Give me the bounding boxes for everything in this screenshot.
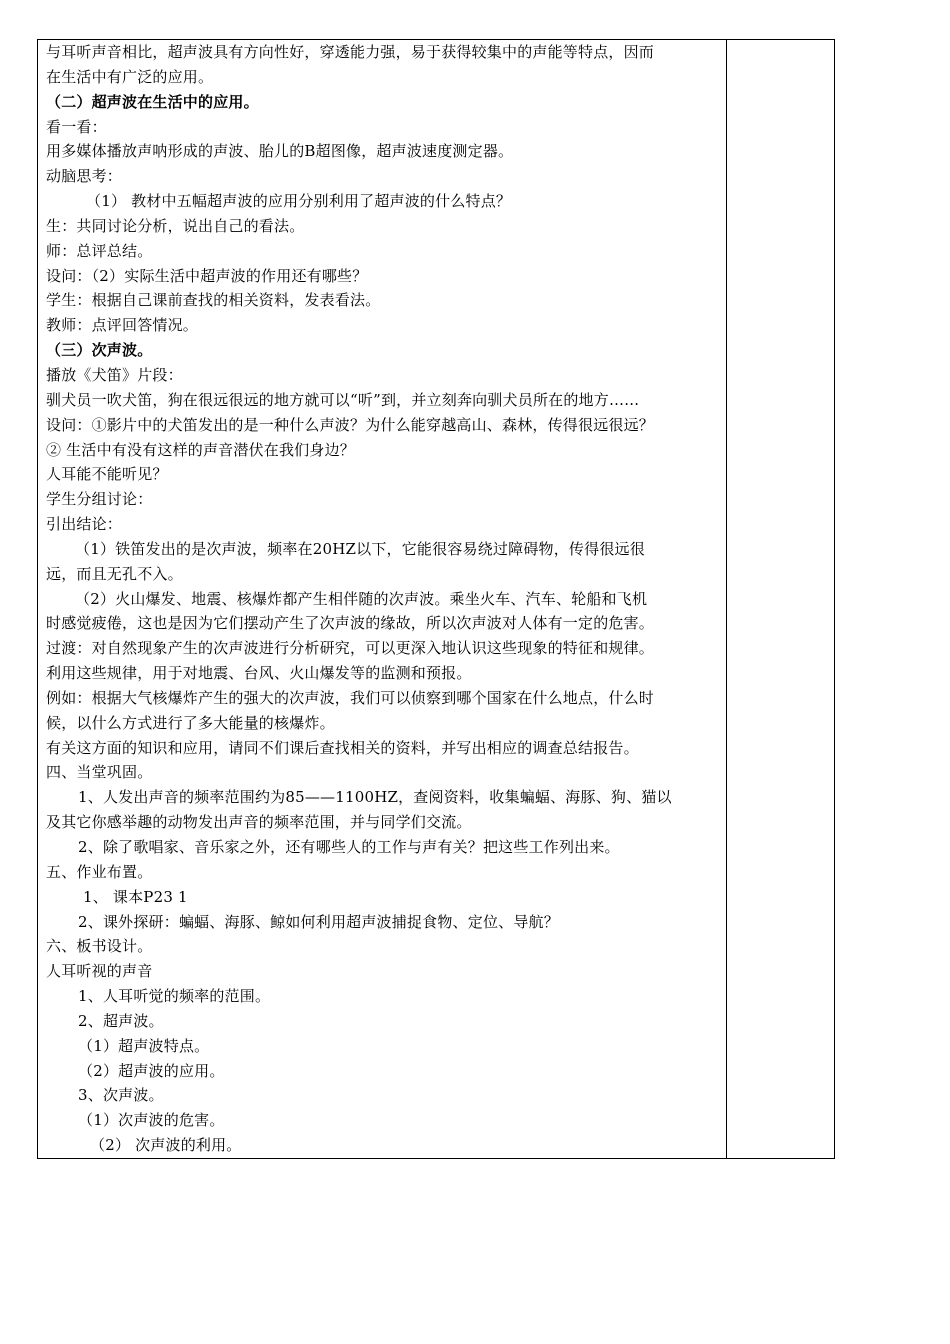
- section-heading-ultrasound-applications: （二）超声波在生活中的应用。: [46, 92, 259, 111]
- text-line: 1、 课本P23 1: [83, 887, 188, 906]
- text-line: 时感觉疲倦，这也是因为它们摆动产生了次声波的缘故，所以次声波对人体有一定的危害。: [46, 614, 655, 633]
- text-line: （1）铁笛发出的是次声波，频率在20HZ以下，它能很容易绕过障碍物，传得很远很: [75, 539, 645, 558]
- text-line: 动脑思考：: [46, 167, 123, 186]
- text-line: 教师：点评回答情况。: [46, 316, 199, 335]
- text-line: 人耳听视的声音: [46, 962, 153, 981]
- text-line: 2、超声波。: [78, 1011, 164, 1030]
- lesson-content: [46, 40, 722, 1158]
- text-line: （2）火山爆发、地震、核爆炸都产生相伴随的次声波。乘坐火车、汽车、轮船和飞机: [75, 589, 648, 608]
- text-line: 设问：（2）实际生活中超声波的作用还有哪些？: [46, 266, 368, 285]
- text-line: ② 生活中有没有这样的声音潜伏在我们身边？: [46, 440, 355, 459]
- text-line: （1）次声波的危害。: [78, 1111, 225, 1130]
- text-line: 与耳听声音相比，超声波具有方向性好，穿透能力强，易于获得较集中的声能等特点，因而: [46, 43, 655, 61]
- text-line: 看一看：: [46, 117, 107, 136]
- text-line: （1） 教材中五幅超声波的应用分别利用了超声波的什么特点？: [86, 192, 512, 211]
- text-line: 1、人发出声音的频率范围约为85——1100HZ，查阅资料，收集蝙蝠、海豚、狗、猫以: [78, 788, 672, 807]
- text-line: 在生活中有广泛的应用。: [46, 67, 214, 86]
- text-line: 人耳能不能听见？: [46, 465, 168, 484]
- text-line: 过渡：对自然现象产生的次声波进行分析研究，可以更深入地认识这些现象的特征和规律。: [46, 639, 655, 658]
- text-line: 播放《犬笛》片段：: [46, 365, 183, 384]
- text-line: 2、课外探研：蝙蝠、海豚、鲸如何利用超声波捕捉食物、定位、导航？: [78, 912, 559, 931]
- lesson-table: [37, 39, 835, 1159]
- section-heading-consolidation: 四、当堂巩固。: [46, 763, 153, 782]
- text-line: （2）超声波的应用。: [78, 1061, 225, 1080]
- text-line: 学生分组讨论：: [46, 490, 153, 509]
- text-line: 有关这方面的知识和应用，请同不们课后查找相关的资料，并写出相应的调查总结报告。: [46, 738, 639, 757]
- text-line: 候，以什么方式进行了多大能量的核爆炸。: [46, 713, 335, 732]
- section-heading-homework: 五、作业布置。: [46, 862, 153, 881]
- text-line: 设问：①影片中的犬笛发出的是一种什么声波？为什么能穿越高山、森林，传得很远很远？: [46, 415, 655, 434]
- text-line: 用多媒体播放声呐形成的声波、胎儿的B超图像，超声波速度测定器。: [46, 142, 514, 161]
- text-line: 2、除了歌唱家、音乐家之外，还有哪些人的工作与声有关？把这些工作列出来。: [78, 838, 620, 856]
- text-line: 师：总评总结。: [46, 241, 153, 260]
- column-divider: [726, 40, 727, 1158]
- text-line: 学生：根据自己课前查找的相关资料，发表看法。: [46, 291, 381, 310]
- text-line: （2） 次声波的利用。: [90, 1136, 242, 1155]
- text-line: 及其它你感举趣的动物发出声音的频率范围，并与同学们交流。: [46, 813, 472, 832]
- text-line: 3、次声波。: [78, 1086, 164, 1105]
- text-line: 利用这些规律，用于对地震、台风、火山爆发等的监测和预报。: [46, 664, 472, 683]
- text-line: 远，而且无孔不入。: [46, 564, 183, 583]
- text-line: 1、人耳听觉的频率的范围。: [78, 987, 271, 1006]
- text-line: 引出结论：: [46, 515, 123, 534]
- section-heading-infrasound: （三）次声波。: [46, 341, 153, 360]
- text-line: 例如：根据大气核爆炸产生的强大的次声波，我们可以侦察到哪个国家在什么地点，什么时: [46, 688, 655, 707]
- text-line: （1）超声波特点。: [78, 1036, 210, 1055]
- text-line: 生：共同讨论分析，说出自己的看法。: [46, 216, 305, 235]
- text-line: 驯犬员一吹犬笛，狗在很远很远的地方就可以“听”到，并立刻奔向驯犬员所在的地方……: [46, 390, 640, 409]
- section-heading-board-design: 六、板书设计。: [46, 937, 153, 956]
